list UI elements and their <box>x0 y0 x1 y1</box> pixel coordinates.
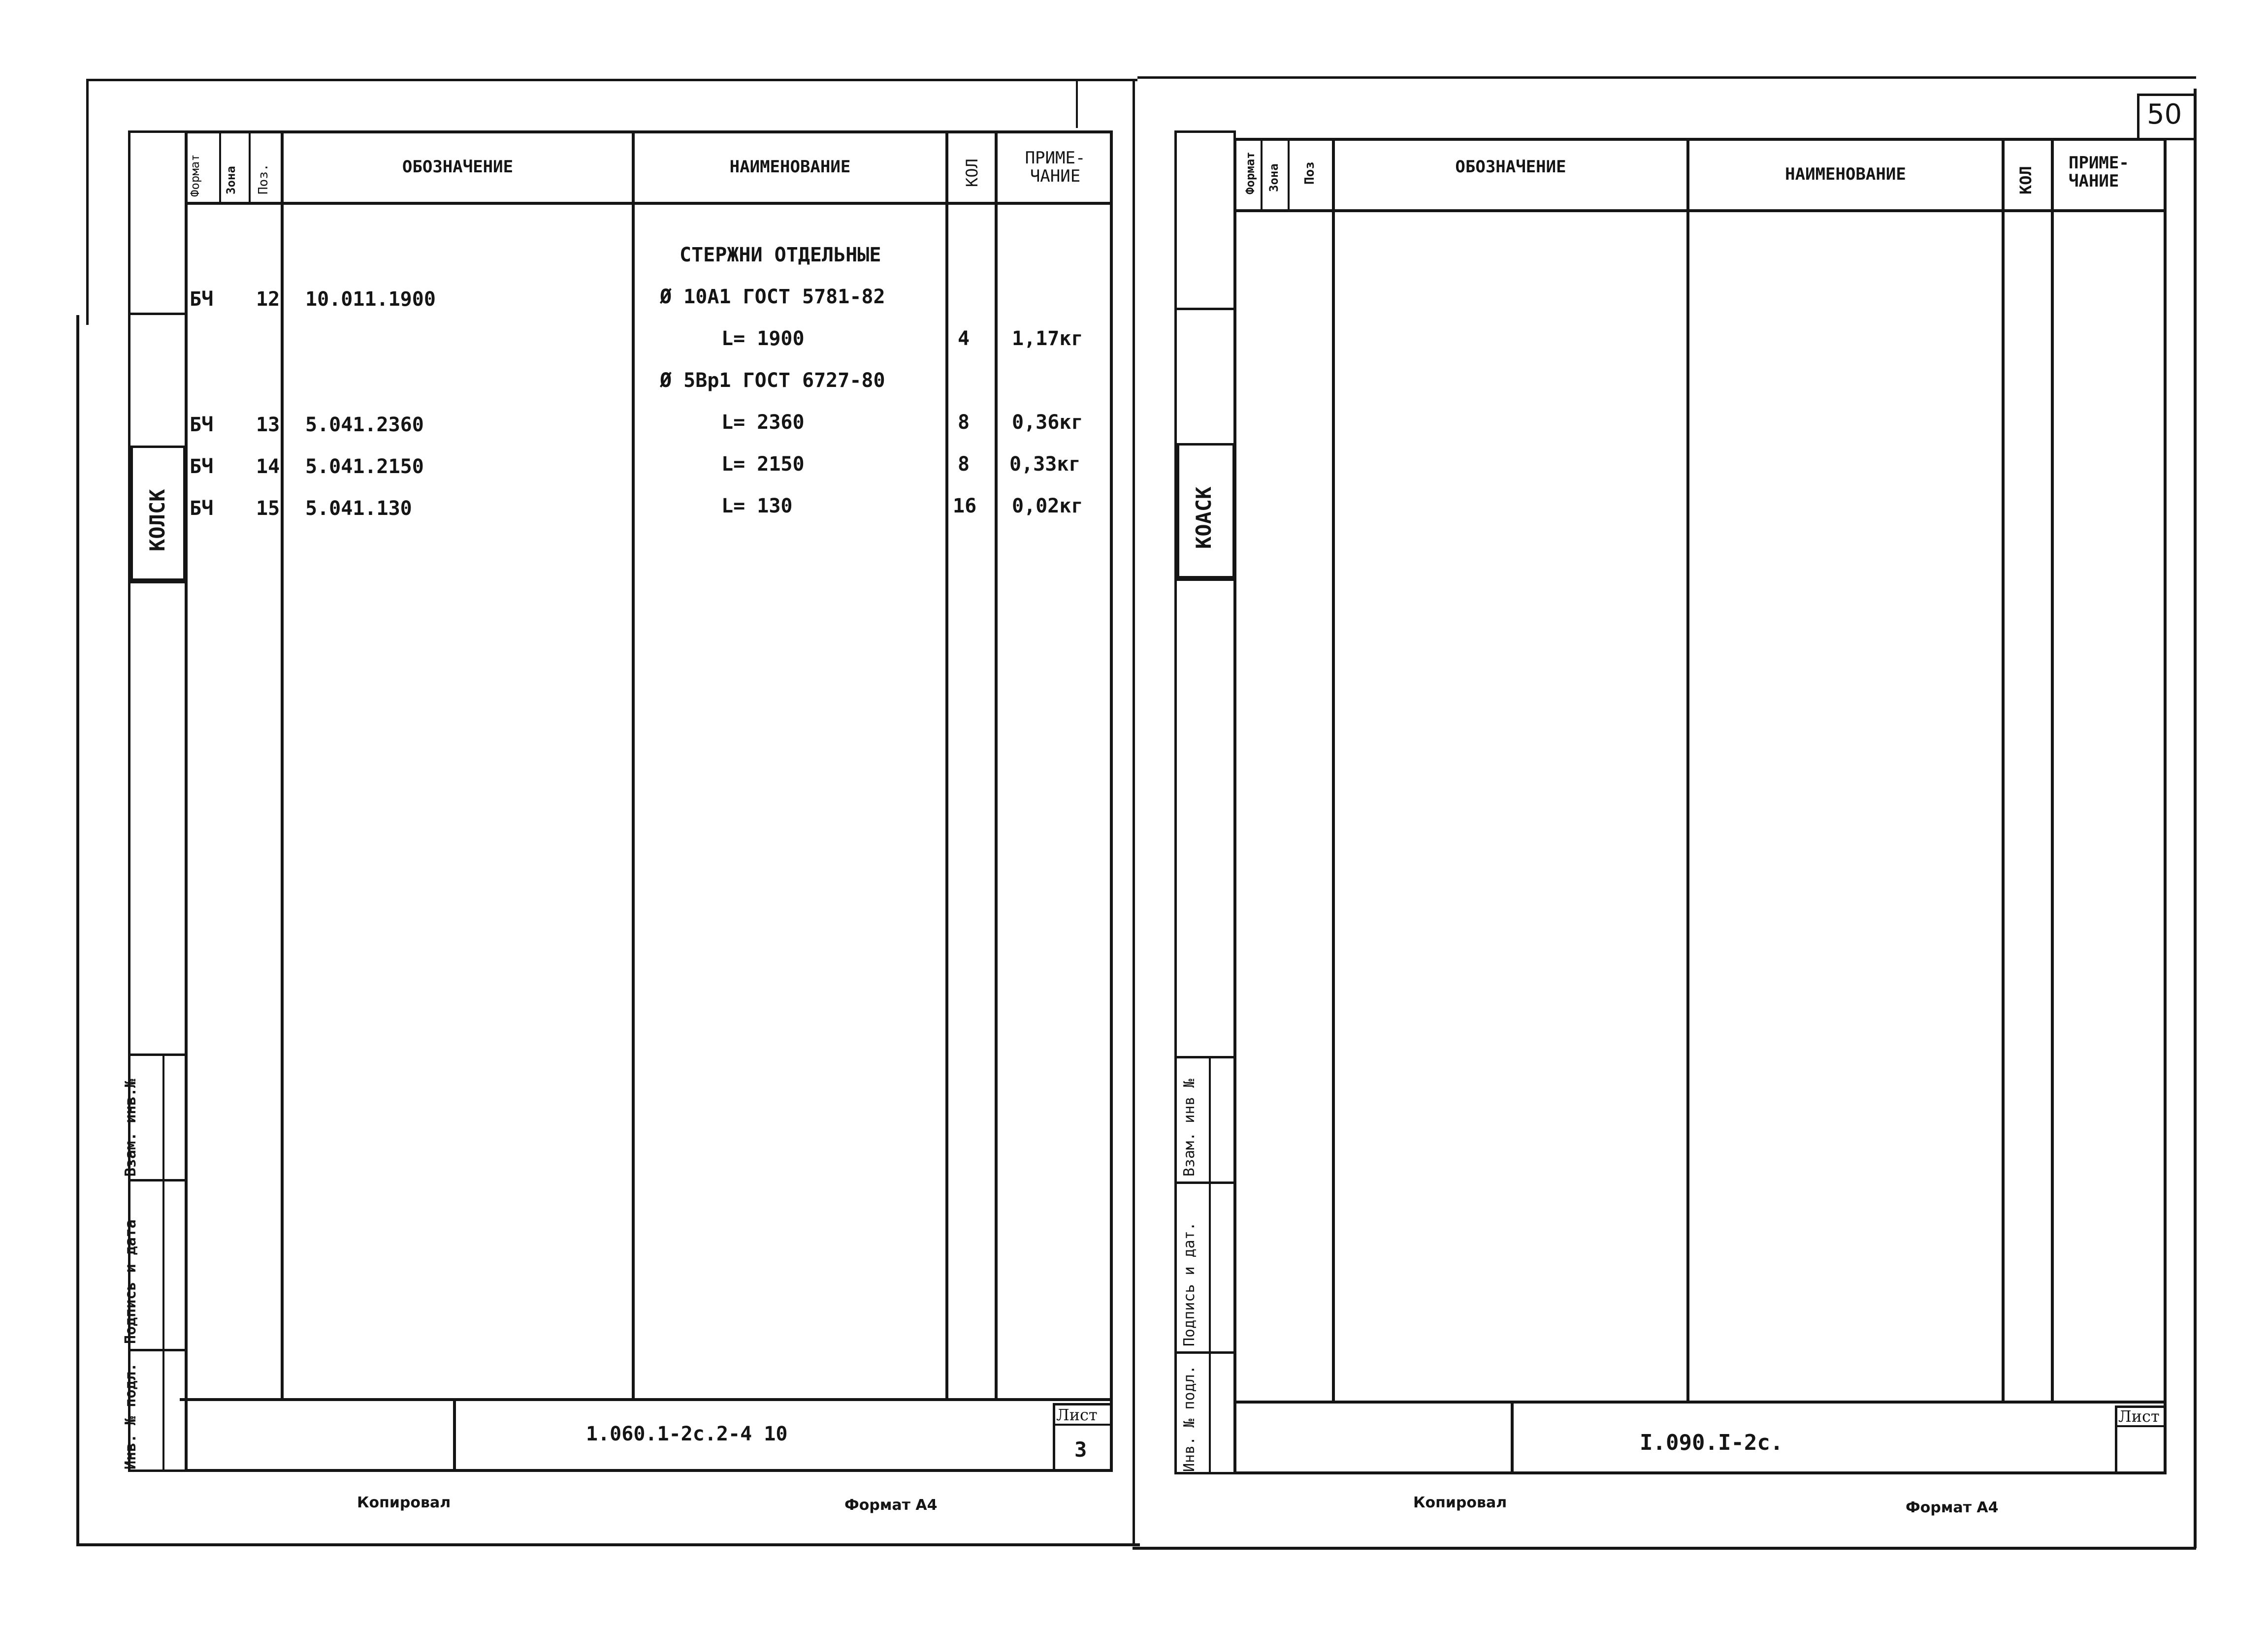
left-list-label: Лист <box>1056 1405 1098 1424</box>
right-header-naimenovanie: НАИМЕНОВАНИЕ <box>1785 164 1906 185</box>
left-header-naimenovanie: НАИМЕНОВАНИЕ <box>729 157 851 177</box>
right-stamp-label: КОАСК <box>1192 486 1216 549</box>
left-designation: 1.060.1-2с.2-4 10 <box>586 1423 788 1445</box>
left-header-format: Формат <box>188 154 202 197</box>
table-cell-kol: 16 <box>953 495 977 517</box>
table-cell-naim: L= 1900 <box>721 327 805 350</box>
left-label-inv-vzam: Взам. инв.№ <box>122 1079 139 1177</box>
table-cell-prim: 1,17кг <box>1012 327 1083 350</box>
table-cell-poz: 14 <box>256 455 280 478</box>
left-header-poz: Поз. <box>256 163 271 194</box>
left-label-podpis: Подпись и дата <box>122 1219 139 1344</box>
page-number: 50 <box>2147 98 2182 130</box>
table-cell-oboz: 5.041.2360 <box>305 414 424 436</box>
table-cell-prim: 0,02кг <box>1012 495 1083 517</box>
right-label-inv-vzam: Взам. инв № <box>1181 1079 1198 1177</box>
table-cell-kol: 8 <box>958 411 970 434</box>
right-header-poz: Поз <box>1302 161 1317 185</box>
left-footer-kopiroval: Копировал <box>357 1494 451 1511</box>
right-footer-format: Формат А4 <box>1906 1499 1999 1516</box>
left-header-primechanie: ПРИМЕ- ЧАНИЕ <box>1025 148 1086 186</box>
table-cell-oboz: 5.041.130 <box>305 497 412 520</box>
right-footer-kopiroval: Копировал <box>1413 1494 1507 1511</box>
left-stamp-label: КОЛСК <box>145 489 169 551</box>
table-cell-kol: 8 <box>958 453 970 476</box>
table-cell-poz: 12 <box>256 288 280 311</box>
right-header-oboznachenie: ОБОЗНАЧЕНИЕ <box>1455 157 1566 177</box>
left-header-oboznachenie: ОБОЗНАЧЕНИЕ <box>402 157 514 177</box>
table-cell-prim: 0,36кг <box>1012 411 1083 434</box>
table-cell-oboz: 10.011.1900 <box>305 288 436 311</box>
right-label-podpis: Подпись и дат. <box>1181 1222 1198 1346</box>
left-header-kol: КОЛ <box>963 159 981 187</box>
table-cell-naim: L= 130 <box>721 495 793 517</box>
right-header-kol: КОЛ <box>2016 166 2035 194</box>
table-cell-poz: 15 <box>256 497 280 520</box>
right-header-primechanie: ПРИМЕ- ЧАНИЕ <box>2069 153 2129 191</box>
table-cell-format: БЧ <box>190 414 214 436</box>
table-cell-format: БЧ <box>190 455 214 478</box>
right-header-format: Формат <box>1243 152 1257 194</box>
left-header-zona: Зона <box>224 166 238 194</box>
table-cell-prim: 0,33кг <box>1009 453 1081 476</box>
left-list-number: 3 <box>1074 1437 1087 1462</box>
table-cell-oboz: 5.041.2150 <box>305 455 424 478</box>
left-spec-table <box>185 130 1113 1472</box>
right-header-zona: Зона <box>1267 163 1281 192</box>
right-spec-table <box>1233 138 2167 1474</box>
table-cell-naim: СТЕРЖНИ ОТДЕЛЬНЫЕ <box>680 244 881 266</box>
table-cell-format: БЧ <box>190 497 214 520</box>
table-cell-naim: L= 2360 <box>721 411 805 434</box>
table-cell-naim: Ø 5Вр1 ГОСТ 6727-80 <box>660 369 885 392</box>
right-label-inv-podl: Инв. № подл. <box>1181 1365 1198 1472</box>
table-cell-kol: 4 <box>958 327 970 350</box>
table-cell-naim: L= 2150 <box>721 453 805 476</box>
table-cell-poz: 13 <box>256 414 280 436</box>
right-list-label: Лист <box>2118 1407 2160 1426</box>
table-cell-naim: Ø 10А1 ГОСТ 5781-82 <box>660 286 885 308</box>
left-footer-format: Формат А4 <box>844 1497 938 1514</box>
table-cell-format: БЧ <box>190 288 214 311</box>
right-designation: I.090.I-2с. <box>1640 1430 1783 1455</box>
left-label-inv-podl: Инв. № подл. <box>122 1363 139 1469</box>
